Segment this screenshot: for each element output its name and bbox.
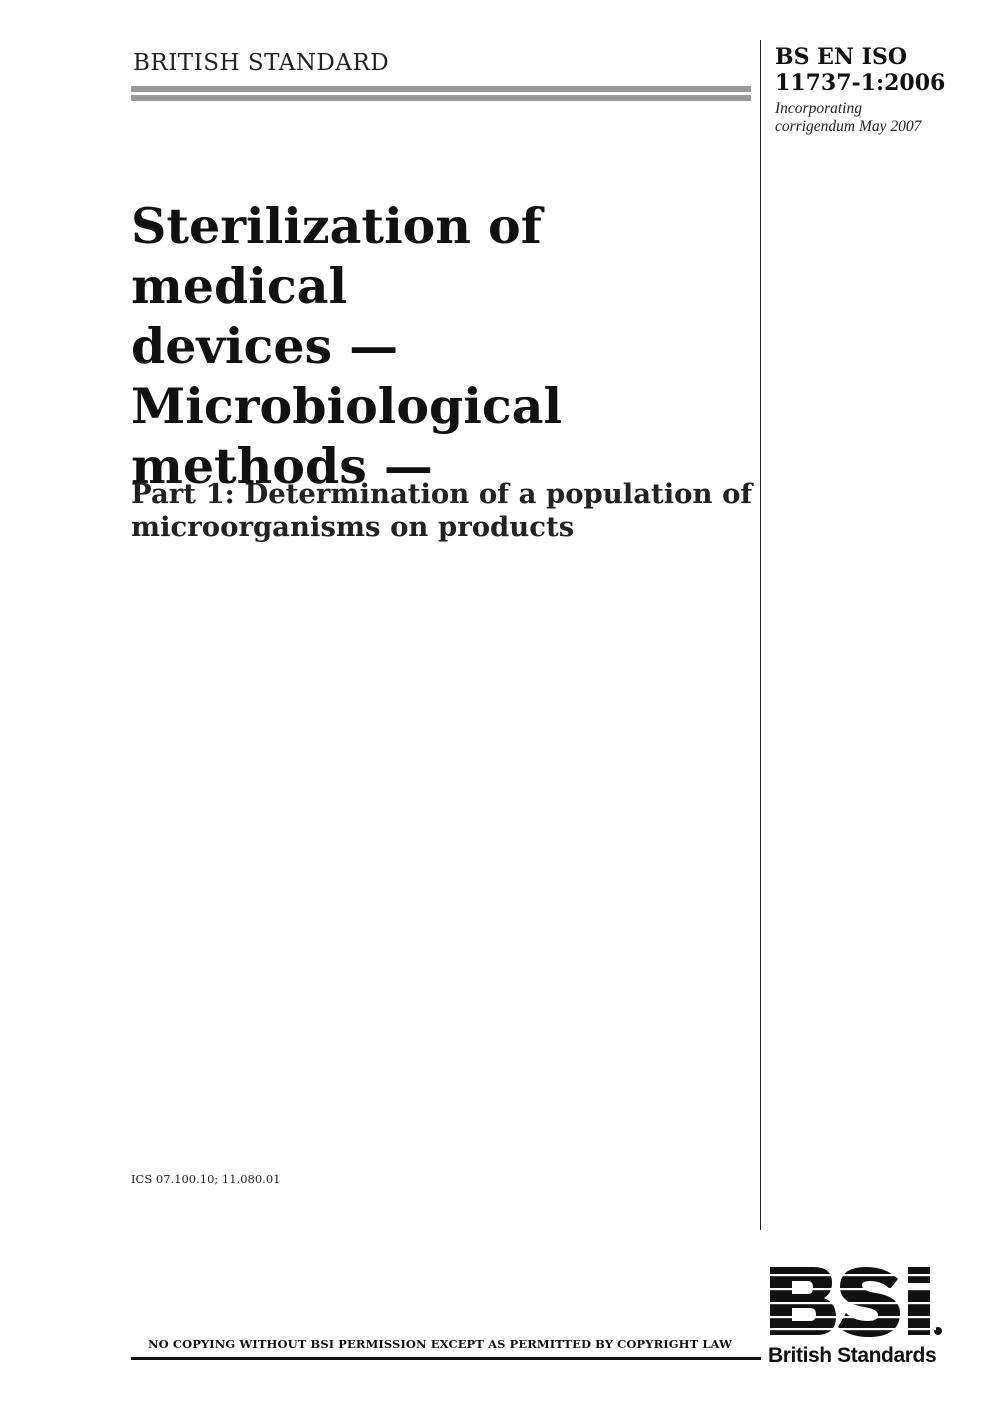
subtitle-line: microorganisms on products: [131, 511, 575, 543]
document-series-label: BRITISH STANDARD: [133, 50, 390, 76]
document-subtitle: [131, 478, 761, 544]
document-title: [131, 196, 756, 496]
standard-number: [775, 44, 985, 96]
ics-code: ICS 07.100.10; 11.080.01: [131, 1172, 281, 1186]
title-line: Microbiological: [131, 377, 563, 435]
corrigendum-note: Incorporating corrigendum May 2007: [775, 100, 922, 135]
copyright-notice: NO COPYING WITHOUT BSI PERMISSION EXCEPT AS PERMITTED BY COPYRIGHT LAW: [148, 1337, 733, 1351]
vertical-divider: [760, 40, 761, 1230]
header-rule-top: [131, 86, 751, 92]
title-line: Sterilization of medical: [131, 197, 542, 315]
title-line: devices —: [131, 317, 399, 375]
title-line: methods —: [131, 437, 433, 495]
footer-rule: [131, 1357, 761, 1360]
bsi-logo-caption: British Standards: [768, 1344, 937, 1367]
subtitle-line: Part 1: Determination of a population of: [131, 478, 753, 510]
standard-number-line-1: BS EN ISO: [775, 44, 908, 70]
bsi-logo-mark: [766, 1263, 946, 1343]
header-rule-bottom: [131, 95, 751, 101]
standard-number-line-2: 11737-1:2006: [775, 70, 946, 96]
